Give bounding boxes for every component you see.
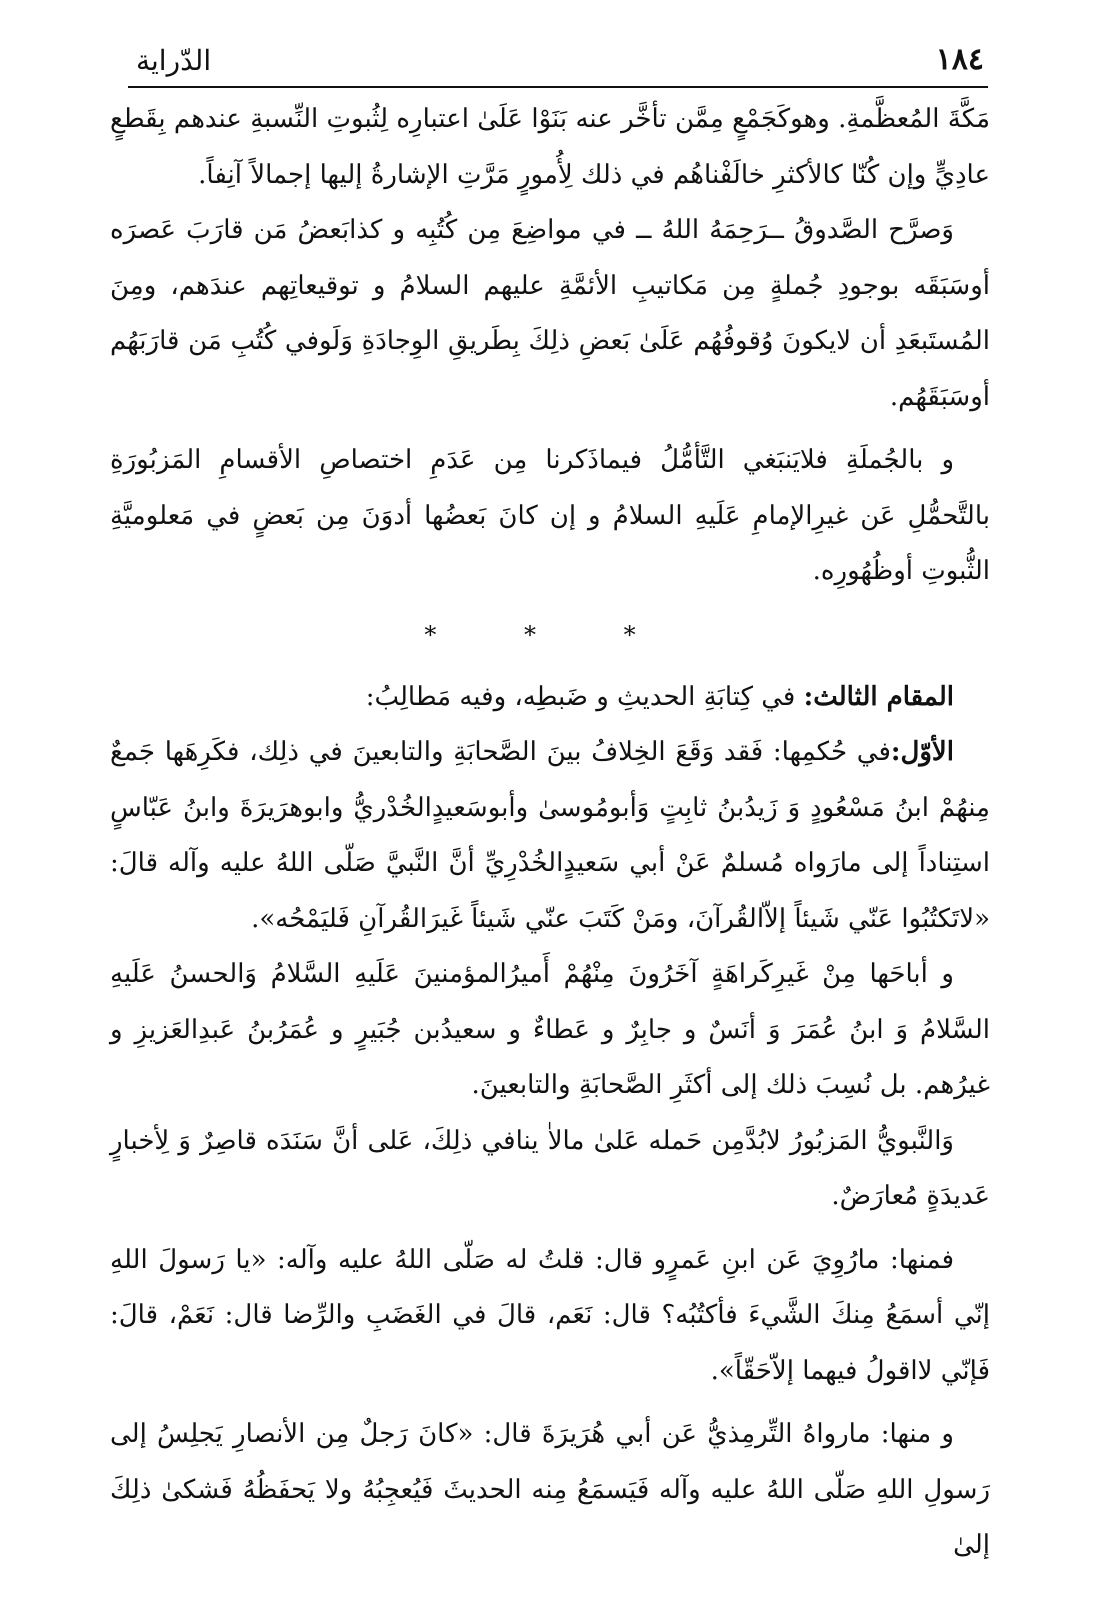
paragraph-conclusion: و بالجُملَةِ فلايَنبَغي التَّأمُّلُ فيماذَكرنا مِن عَدَمِ اختصاصِ الأقسامِ المَزبُورَةِ بالتَّحمُّلِ عَن غيرِالإمامِ عَلَيهِ السلامُ و إن كانَ بَعضُها أدوَنَ مِن بَعضٍ في مَعلوميَّةِ الثُّبوتِ أوظُهُورِه. — [110, 445, 990, 586]
running-title: الدّراية — [136, 44, 212, 77]
first-matter-label: الأوّل: — [890, 737, 954, 767]
section-divider-stars: * * * — [424, 620, 676, 649]
page-number: ١٨٤ — [935, 42, 984, 77]
paragraph-ibn-amr: فمنها: مارُوِيَ عَن ابنِ عَمرٍو قال: قلتُ له صَلّى اللهُ عليه وآله: «يا رَسولَ اللهِ إنّي أسمَعُ مِنكَ الشَّيءَ فأكتُبُه؟ قال: نَعَم، قالَ في الغَضَبِ والرِّضا قال: نَعَمْ، قالَ: فَإنّي لااقولُ فيهما إلاّحَقّاً». — [110, 1244, 990, 1386]
paragraph-saduq: وَصرَّح الصَّدوقُ ــرَحِمَهُ اللهُ ــ في مواضِعَ مِن كُتُبِه و كذابَعضُ مَن قارَبَ عَصرَه أوسَبَقَه بوجودِ جُملةٍ مِن مَكاتيبِ الأئمَّةِ عليهم السلامُ و توقيعاتِهم عندَهم، ومِنَ المُستَبعَدِ أن لايكونَ وُقوفُهُم عَلَىٰ بَعضِ ذلِكَ بِطَريقِ الوِجادَةِ وَلَوفي كُتُبِ مَن قارَبَهُم أوسَبَقَهُم. — [110, 215, 990, 412]
section-heading — [110, 670, 990, 726]
paragraph-tirmidhi: و منها: مارواهُ التِّرمِذيُّ عَن أبي هُرَيرَةَ قال: «كانَ رَجلٌ مِن الأنصارِ يَجلِسُ إلى رَسولِ اللهِ صَلّى اللهُ عليه وآله فَيَسمَعُ مِنه الحديثَ فَيُعجِبُهُ ولا يَحفَظُهُ فَشكىٰ ذلِكَ إلىٰ — [110, 1419, 990, 1560]
section-label: المقام الثالث: — [803, 681, 954, 712]
paragraph-first-matter — [110, 725, 990, 947]
section-heading-text: في كِتابَةِ الحديثِ و ضَبطِه، وفيه مَطالِبُ: — [365, 681, 796, 712]
paragraph-continuation: مَكَّةَ المُعظَّمةِ. وهوكَجَمْعٍ مِمَّن تأخَّر عنه بَنَوْا عَلَىٰ اعتبارِه لِثُبوتِ النِّسبةِ عندهم بِقَطعٍ عادِيٍّ وإن كُنّا كالأكثرِ خالَفْناهُم في ذلك لِأُمورٍ مَرَّتِ الإشارةُ إليها إجمالاً آنِفاً. — [110, 104, 990, 190]
body-text — [110, 92, 990, 1574]
paragraph-nabawi: وَالنَّبويُّ المَزبُورُ لابُدَّمِن حَمله عَلىٰ مالاٰ ينافي ذلِكَ، عَلى أنَّ سَنَدَه قاصِرٌ وَ لِأخبارٍ عَديدَةٍ مُعارَضٌ. — [110, 1125, 990, 1211]
paragraph-permitters: و أباحَها مِنْ غَيرِكَراهَةٍ آخَرُونَ مِنْهُمْ أَميرُالمؤمنينَ عَلَيهِ السَّلامُ وَالحسنُ عَلَيهِ السَّلامُ وَ ابنُ عُمَرَ وَ أنَسٌ و جابِرٌ و عَطاءٌ و سعيدُبن جُبَيرٍ و عُمَرُبنُ عَبدِالعَزيزِ و غيرُهم. بل نُسِبَ ذلك إلى أكثَرِ الصَّحابَةِ والتابعينَ. — [110, 959, 990, 1100]
first-matter-text: في حُكمِها: فَقد وَقَعَ الخِلافُ بينَ الصَّحابَةِ والتابعينَ في ذلِك، فكَرِهَها جَمعٌ مِنهُمْ ابنُ مَسْعُودٍ وَ زَيدُبنُ ثابِتٍ وَأبومُوسىٰ وأبوسَعيدٍالخُدْريُّ وابوهرَيرَةَ وابنُ عَبّاسٍ استِناداً إلى مارَواه مُسلمٌ عَنْ أبي سَعيدٍالخُدْرِيِّ أنَّ النَّبيَّ صَلّى اللهُ عليه وآله قالَ: «لاتَكتُبُوا عَنّي شَيئاً إلاّالقُرآنَ، ومَنْ كَتَبَ عنّي شَيئاً غَيرَالقُرآنِ فَليَمْحُه». — [110, 737, 990, 934]
page-header — [128, 38, 988, 88]
